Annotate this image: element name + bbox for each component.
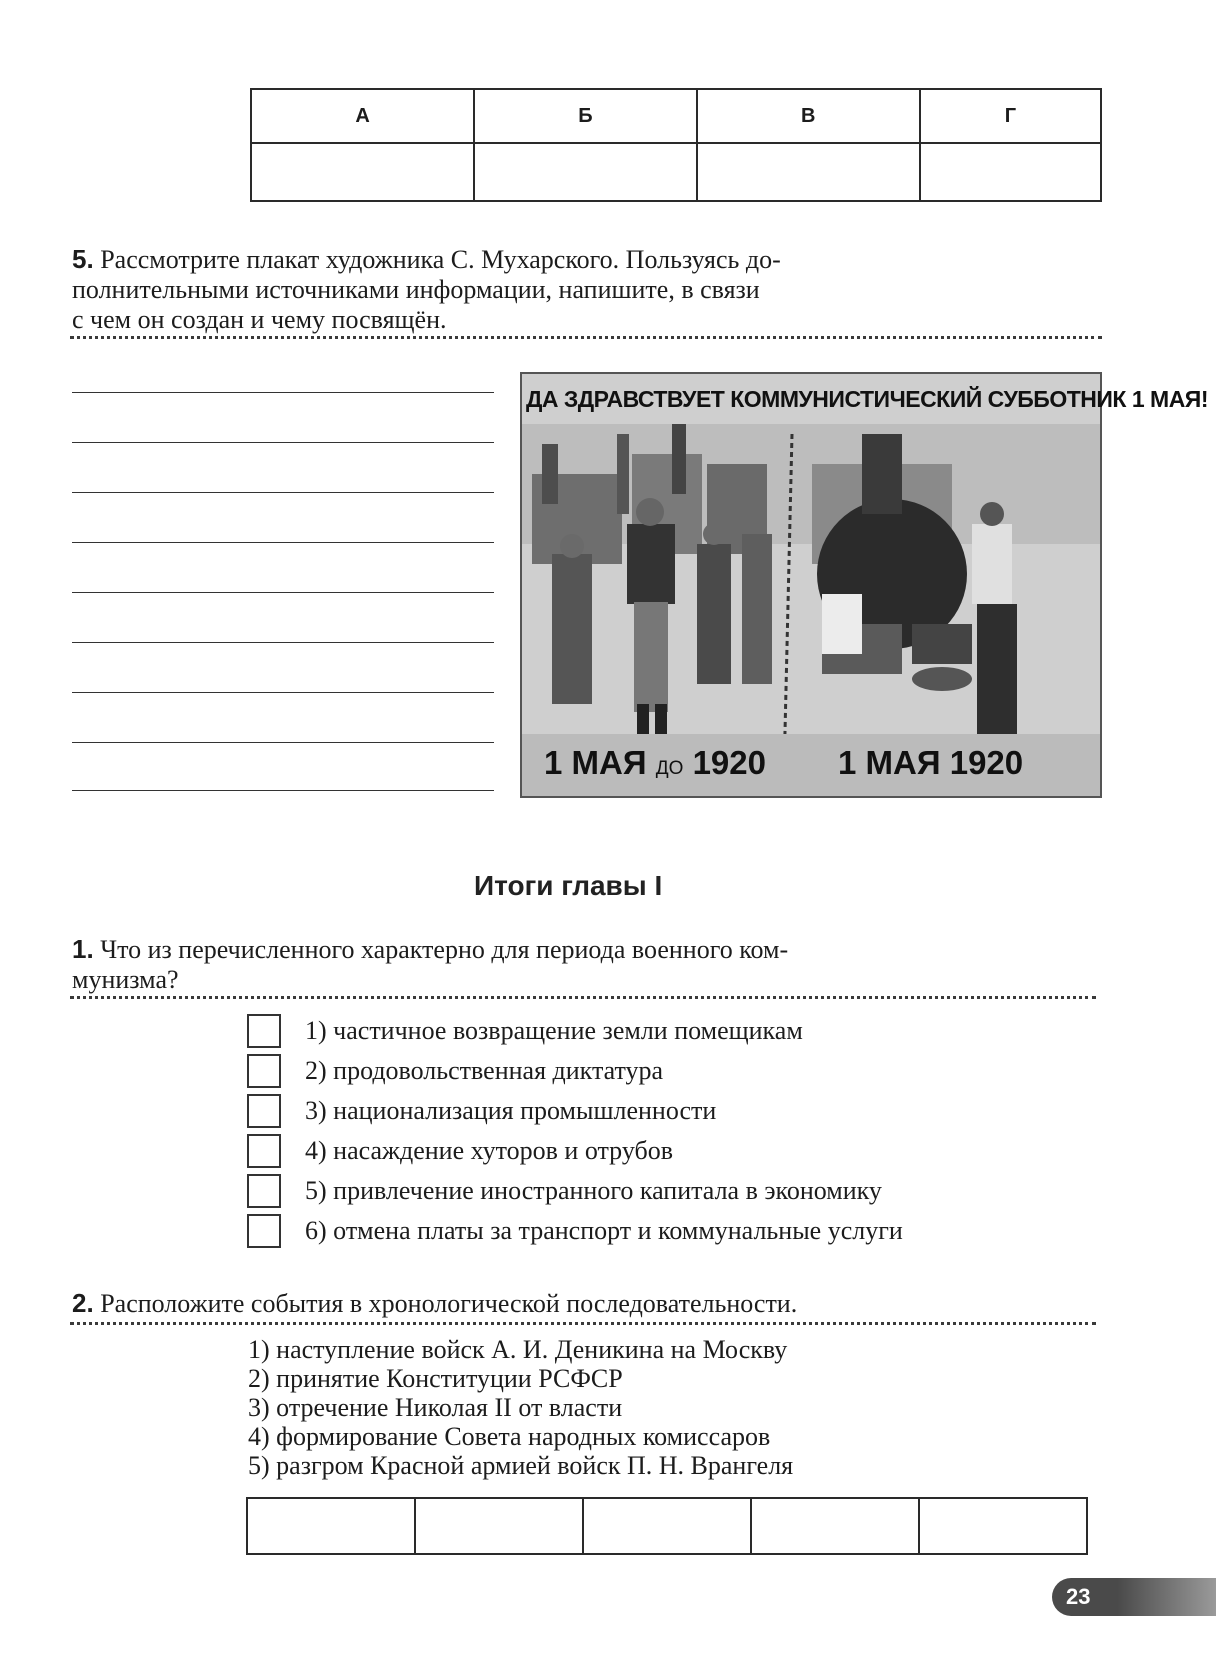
q2-event: 4) формирование Совета народных комиссаров xyxy=(248,1422,771,1451)
q1-option[interactable] xyxy=(247,1131,903,1171)
page-number-text: 23 xyxy=(1066,1584,1091,1609)
poster-caption-right: 1 МАЯ 1920 xyxy=(838,744,1024,781)
q1-number: 1. xyxy=(72,934,94,964)
q1-options xyxy=(247,1011,903,1251)
sequence-cell[interactable] xyxy=(415,1498,583,1554)
task5-number: 5. xyxy=(72,244,94,274)
answer-line[interactable] xyxy=(72,392,494,393)
q1-option-checkbox[interactable] xyxy=(247,1014,281,1048)
q1-option-label: 3) национализация промышленности xyxy=(305,1096,717,1125)
q2-event: 1) наступление войск А. И. Деникина на Москву xyxy=(248,1335,788,1364)
q1-option-label: 5) привлечение иностранного капитала в экономику xyxy=(305,1176,882,1205)
q2-event: 3) отречение Николая II от власти xyxy=(248,1393,623,1422)
answer-line[interactable] xyxy=(72,790,494,791)
task5-line-3: с чем он создан и чему посвящён. xyxy=(72,305,447,334)
sequence-table xyxy=(246,1497,1088,1555)
answer-cell-v[interactable] xyxy=(697,143,920,201)
poster-caption-left xyxy=(544,744,766,782)
q1-option-checkbox[interactable] xyxy=(247,1054,281,1088)
poster-image xyxy=(520,372,1208,798)
q1-option-label: 4) насаждение хуторов и отрубов xyxy=(305,1136,673,1165)
q1-option[interactable] xyxy=(247,1051,903,1091)
answer-cell-a[interactable] xyxy=(251,143,474,201)
q1-option[interactable] xyxy=(247,1211,903,1251)
answer-cell-b[interactable] xyxy=(474,143,696,201)
answer-line[interactable] xyxy=(72,642,494,643)
sequence-cell[interactable] xyxy=(583,1498,751,1554)
poster-title: ДА ЗДРАВСТВУЕТ КОММУНИСТИЧЕСКИЙ СУББОТНИК 1 МАЯ! xyxy=(526,386,1208,412)
q1-option-checkbox[interactable] xyxy=(247,1214,281,1248)
poster-caption-left-small: ДО xyxy=(655,758,684,779)
q1-option-label: 1) частичное возвращение земли помещикам xyxy=(305,1016,803,1045)
page-number xyxy=(1052,1578,1216,1616)
q1-divider xyxy=(70,996,1096,999)
poster-illustration xyxy=(522,374,1100,796)
q1-line-1: Что из перечисленного характерно для периода военного ком- xyxy=(100,935,789,964)
q2-line: Расположите события в хронологической последовательности. xyxy=(100,1289,798,1318)
q1-text xyxy=(72,934,972,995)
answer-table-top xyxy=(250,88,1102,202)
answer-line[interactable] xyxy=(72,542,494,543)
answer-header-v: В xyxy=(697,89,920,143)
q2-divider xyxy=(70,1322,1096,1325)
q2-event: 5) разгром Красной армией войск П. Н. Врангеля xyxy=(248,1451,794,1480)
q1-option-checkbox[interactable] xyxy=(247,1094,281,1128)
q1-line-2: мунизма? xyxy=(72,965,179,994)
section-title: Итоги главы I xyxy=(474,870,663,901)
answer-line[interactable] xyxy=(72,692,494,693)
q1-option-checkbox[interactable] xyxy=(247,1174,281,1208)
sequence-cell[interactable] xyxy=(247,1498,415,1554)
q1-option[interactable] xyxy=(247,1091,903,1131)
answer-line[interactable] xyxy=(72,592,494,593)
q1-option-label: 6) отмена платы за транспорт и коммунальные услуги xyxy=(305,1216,903,1245)
q1-option-checkbox[interactable] xyxy=(247,1134,281,1168)
answer-line[interactable] xyxy=(72,742,494,743)
poster-caption-left-year: 1920 xyxy=(692,744,766,781)
q2-number: 2. xyxy=(72,1288,94,1318)
q2-event: 2) принятие Конституции РСФСР xyxy=(248,1364,623,1393)
q1-option-label: 2) продовольственная диктатура xyxy=(305,1056,664,1085)
answer-cell-g[interactable] xyxy=(920,143,1101,201)
answer-header-b: Б xyxy=(474,89,696,143)
answer-line[interactable] xyxy=(72,492,494,493)
sequence-cell[interactable] xyxy=(751,1498,919,1554)
answer-header-g: Г xyxy=(920,89,1101,143)
q1-option[interactable] xyxy=(247,1011,903,1051)
task5-line-1: Рассмотрите плакат художника С. Мухарского. Пользуясь до- xyxy=(100,245,781,274)
q1-option[interactable] xyxy=(247,1171,903,1211)
task5-text xyxy=(72,244,932,335)
answer-line[interactable] xyxy=(72,442,494,443)
task5-divider xyxy=(70,336,1102,339)
task5-line-2: полнительными источниками информации, напишите, в связи xyxy=(72,275,760,304)
q2-events xyxy=(248,1335,793,1480)
poster-caption-left-main: 1 МАЯ xyxy=(544,744,647,781)
answer-header-a: А xyxy=(251,89,474,143)
q2-text xyxy=(72,1288,797,1319)
sequence-cell[interactable] xyxy=(919,1498,1087,1554)
